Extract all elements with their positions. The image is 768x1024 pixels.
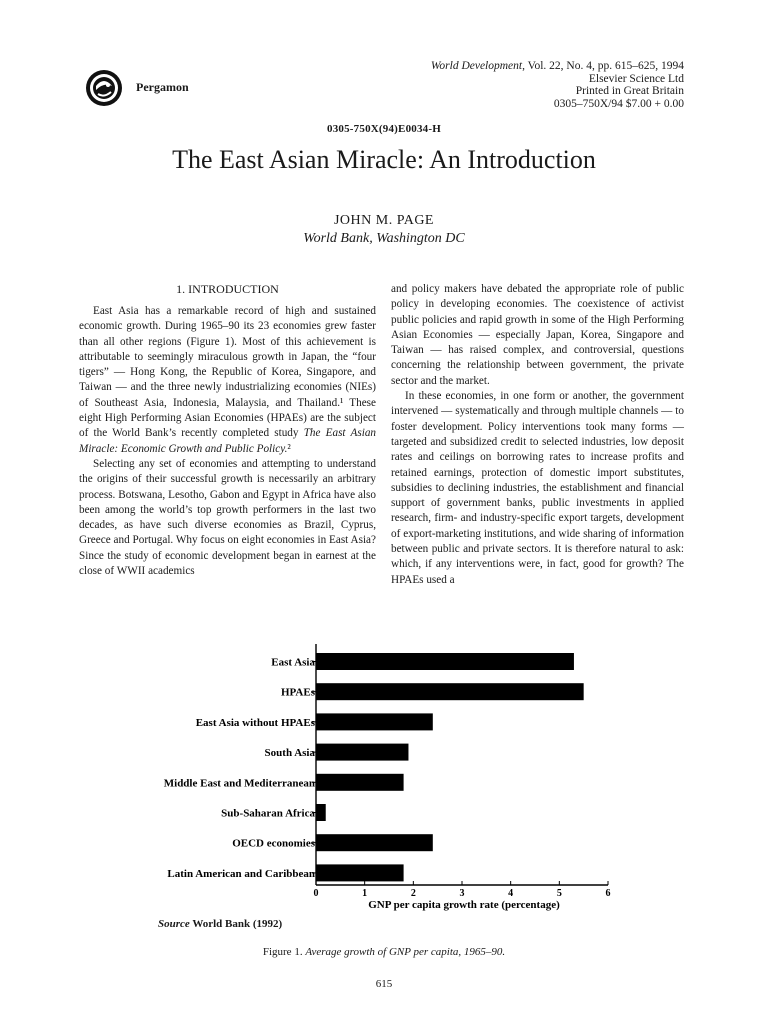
category-label: OECD economies xyxy=(232,837,315,850)
journal-line-2: Printed in Great Britain xyxy=(575,85,684,97)
figure-1-bar-chart xyxy=(0,640,768,915)
bar xyxy=(316,653,574,670)
author-name: JOHN M. PAGE xyxy=(333,213,434,228)
category-label: Middle East and Mediterranean xyxy=(163,777,315,790)
journal-line-3: 0305–750X/94 $7.00 + 0.00 xyxy=(553,97,684,110)
caption-prefix: Figure 1. xyxy=(262,946,306,958)
publisher-name: Pergamon xyxy=(136,80,189,94)
footnote-marker: ² xyxy=(287,442,291,455)
x-tick-label: 6 xyxy=(605,888,611,899)
section-heading: 1. INTRODUCTION xyxy=(176,282,279,296)
bar xyxy=(316,834,433,851)
bar xyxy=(316,683,584,700)
journal-info xyxy=(324,60,684,110)
paragraph: and policy makers have debated the appropriate role of public policy in developing economies. The coexistence of activist public policies and rapid growth in some of the High Performing Asian Economies — especially Japan, Korea, Singapore and Taiwan — has raised complex, and controversial, questions concerning the relationship between government, the private sector and the market. xyxy=(391,283,684,387)
category-label: HPAEs xyxy=(280,686,315,699)
bar xyxy=(316,713,433,730)
bar xyxy=(316,804,326,821)
bar xyxy=(316,744,408,761)
paragraph xyxy=(79,304,376,457)
caption-text: Average growth of GNP per capita, 1965–90. xyxy=(305,946,506,958)
page-number: 615 xyxy=(375,978,393,990)
source-text: World Bank (1992) xyxy=(189,918,283,930)
bar xyxy=(316,774,404,791)
journal-name: World Development xyxy=(430,60,523,72)
x-tick-label: 4 xyxy=(508,888,514,899)
category-label: East Asia xyxy=(271,656,315,669)
source-label: Source xyxy=(158,918,190,930)
journal-volume: , Vol. 22, No. 4, pp. 615–625, 1994 xyxy=(522,60,684,72)
category-label: South Asia xyxy=(264,747,315,760)
paragraph-text: East Asia has a remarkable record of high and sustained economic growth. During 1965–90 its 23 economies grew faster than all other regions (Figure 1). Most of this achievement is attributable to seemingly miraculous growth in Japan, the “four tigers” — Hong Kong, the Republic of Korea, Singapore, and Taiwan — and the three newly industrializing economies (NIEs) of Southeast Asia, Indonesia, Malaysia, and Thailand.¹ These eight High Performing Asian Economies (HPAEs) are the subject of the World Bank’s recently completed study xyxy=(79,305,376,440)
figure-caption xyxy=(0,946,768,958)
doi-code: 0305-750X(94)E0034-H xyxy=(327,123,441,135)
bar xyxy=(316,864,404,881)
x-tick-label: 1 xyxy=(362,888,368,899)
author-affiliation: World Bank, Washington DC xyxy=(303,231,465,246)
x-tick-label: 0 xyxy=(313,888,319,899)
article-title: The East Asian Miracle: An Introduction xyxy=(172,145,596,174)
x-tick-label: 3 xyxy=(459,888,465,899)
journal-line-1: Elsevier Science Ltd xyxy=(588,72,684,85)
x-tick-label: 5 xyxy=(556,888,562,899)
x-axis-label: GNP per capita growth rate (percentage) xyxy=(368,899,560,911)
category-label: East Asia without HPAEs xyxy=(195,716,315,729)
left-column xyxy=(79,304,376,579)
category-label: Latin American and Caribbean xyxy=(167,867,315,880)
paragraph: In these economies, in one form or another, the government intervened — systematically and through multiple channels — to foster development. Policy interventions took many forms — targeted and subsidized credit to selected industries, low deposit rates and ceilings on borrowing rates to increase profits and retained earnings, protection of domestic import substitutes, subsidies to declining industries, the establishment and financial support of government banks, public investments in applied research, firm- and industry-specific export targets, development of export-marketing institutions, and wide sharing of information between public and private sectors. It is therefore natural to ask: which, if any interventions were, in fact, good for growth? The HPAEs used a xyxy=(391,390,684,586)
category-label: Sub-Saharan Africa xyxy=(221,807,315,820)
pergamon-logo xyxy=(84,68,124,108)
book-title: The East Asian Miracle: Economic Growth and Public Policy. xyxy=(79,427,377,455)
figure-source xyxy=(158,918,282,930)
paragraph: Selecting any set of economies and attempting to understand the origins of their successful growth is necessarily an arbitrary process. Botswana, Lesotho, Gabon and Egypt in Africa have also been among the world’s top growth performers in the last two decades, as have such diverse economies as Brazil, Cyprus, Greece and Portugal. Why focus on eight economies in East Asia? Since the study of economic development began in earnest at the close of WWII academics xyxy=(79,457,376,578)
right-column xyxy=(391,282,684,588)
x-tick-label: 2 xyxy=(410,888,416,899)
